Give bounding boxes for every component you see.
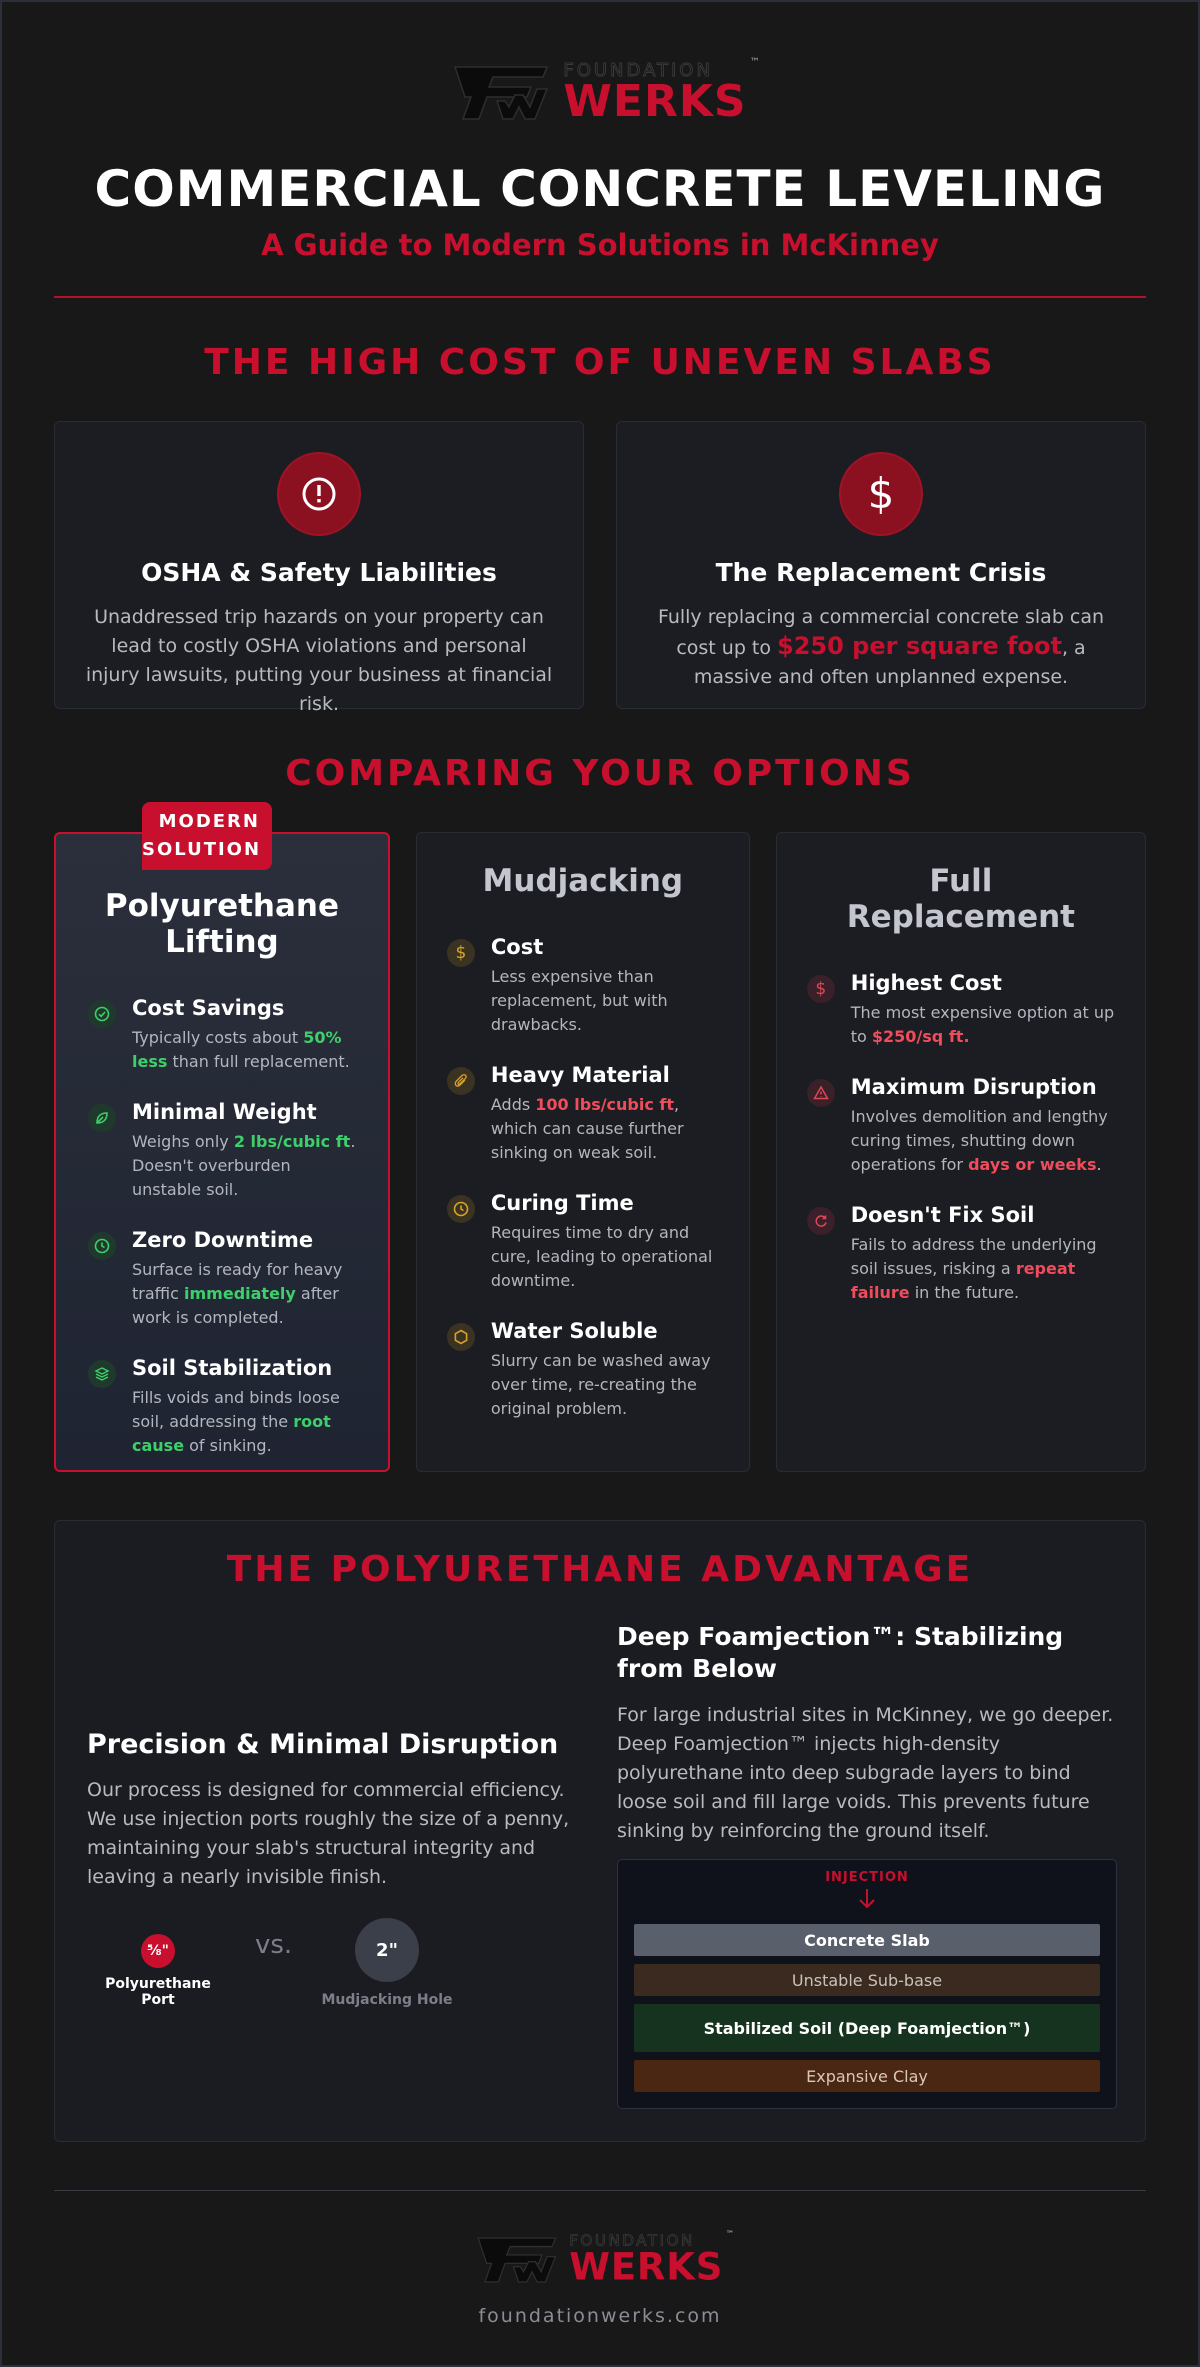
mudjacking-feature (447, 1191, 719, 1293)
precision-text: Our process is designed for commercial efficiency. We use injection ports roughly the size of a penny, maintaining your slab's structural integrity and leaving a nearly invisible finish. (87, 1779, 570, 1888)
brand-logo (2, 57, 1198, 127)
precision-title: Precision & Minimal Disruption (87, 1729, 559, 1760)
mudjacking-feature-text: Less expensive than replacement, but with drawbacks. (490, 967, 668, 1034)
expansive-clay-layer: Expansive Clay (634, 2060, 1100, 2092)
polyurethane-feature-text: Surface is ready for heavy traffic immediately after work is completed. (132, 1260, 343, 1327)
replacement-feature-text: Involves demolition and lengthy curing times, shutting down operations for days or weeks. (850, 1107, 1108, 1174)
full-replacement-title: Full Replacement (846, 863, 1075, 935)
header-divider (54, 296, 1146, 298)
replacement-feature-text: Fails to address the underlying soil issues, risking a repeat failure in the future. (850, 1235, 1097, 1302)
hexagon-icon (447, 1323, 475, 1351)
osha-card-title: OSHA & Safety Liabilities (141, 558, 497, 587)
polyurethane-feature (88, 1100, 358, 1202)
foamjection-text: For large industrial sites in McKinney, we go deeper. Deep Foamjection™ injects high-density polyurethane into deep subgrade layers to bind loose soil and fill large voids. This prevents future sinking by reinforcing the ground itself. (617, 1704, 1114, 1842)
unstable-sub-base-layer: Unstable Sub-base (634, 1964, 1100, 1996)
logo-mark-icon (453, 65, 549, 121)
mudjacking-hole-label: Mudjacking Hole (321, 1992, 453, 2008)
mudjacking-feature-title: Curing Time (490, 1191, 634, 1215)
replacement-feature-title: Doesn't Fix Soil (850, 1203, 1035, 1227)
mudjacking-feature-text: Slurry can be washed away over time, re-creating the original problem. (490, 1351, 711, 1418)
polyurethane-feature (88, 996, 358, 1074)
logo-top-text: FOUNDATION (563, 60, 713, 81)
polyurethane-feature-title: Cost Savings (132, 996, 285, 1020)
check-icon (88, 1000, 116, 1028)
replacement-card-text: Fully replacing a commercial concrete slab can cost up to $250 per square foot, a massive and often unplanned expense. (657, 606, 1105, 688)
arrow-down-icon (857, 1888, 877, 1910)
mudjacking-card (416, 832, 750, 1472)
mudjacking-feature-highlight: 100 lbs/cubic ft (535, 1095, 675, 1114)
footer-logo (98, 2229, 1103, 2289)
alert-icon (279, 454, 359, 534)
layers-icon (88, 1360, 116, 1388)
mudjacking-feature (447, 1319, 719, 1421)
logo-mark-icon (477, 2236, 558, 2283)
warning-icon (807, 1079, 835, 1107)
dollar-icon: $ (447, 939, 475, 967)
website-link[interactable]: foundationwerks.com (478, 2305, 722, 2327)
polyurethane-feature (88, 1356, 358, 1458)
refresh-icon (807, 1207, 835, 1235)
polyurethane-feature (88, 1228, 358, 1330)
replacement-feature-title: Maximum Disruption (850, 1075, 1097, 1099)
dollar-icon: $ (807, 975, 835, 1003)
polyurethane-feature-highlight: root cause (132, 1412, 331, 1455)
clock-icon (88, 1232, 116, 1260)
polyurethane-feature-title: Soil Stabilization (132, 1356, 333, 1380)
dollar-icon: $ (841, 454, 921, 534)
mudjacking-feature-text: Requires time to dry and cure, leading to operational downtime. (490, 1223, 713, 1290)
logo-bottom-text: WERKS (563, 76, 747, 127)
concrete-slab-layer: Concrete Slab (634, 1924, 1100, 1956)
mudjacking-feature-title: Cost (490, 935, 544, 959)
replacement-feature-highlight: $250/sq ft. (871, 1027, 970, 1046)
polyurethane-feature-title: Minimal Weight (132, 1100, 317, 1124)
stabilized-soil-layer: Stabilized Soil (Deep Foamjection™) (634, 2004, 1100, 2052)
logo-top-text: FOUNDATION (569, 2232, 695, 2250)
polyurethane-feature-highlight: 2 lbs/cubic ft (233, 1132, 351, 1151)
polyurethane-feature-highlight: immediately (184, 1284, 296, 1303)
replacement-card-title: The Replacement Crisis (715, 558, 1047, 587)
leaf-icon (88, 1104, 116, 1132)
mudjacking-hole-circle: 2" (355, 1918, 419, 1982)
hole-size-comparison (87, 1918, 587, 2028)
logo-bottom-text: WERKS (569, 2245, 724, 2289)
polyurethane-feature-text: Weighs only 2 lbs/cubic ft. Doesn't overburden unstable soil. (132, 1132, 356, 1199)
polyurethane-feature-title: Zero Downtime (132, 1228, 314, 1252)
mudjacking-title: Mudjacking (482, 863, 684, 899)
clock-icon (447, 1195, 475, 1223)
replacement-feature (807, 1203, 1115, 1305)
full-replacement-card (776, 832, 1146, 1472)
paperclip-icon (447, 1067, 475, 1095)
advantage-title: THE POLYURETHANE ADVANTAGE (226, 1549, 974, 1590)
polyurethane-feature-text: Fills voids and binds loose soil, addressing the root cause of sinking. (132, 1388, 340, 1455)
mudjacking-feature (447, 935, 719, 1037)
osha-card (54, 421, 584, 715)
polyurethane-advantage-panel (54, 1520, 1146, 2142)
polyurethane-port-label: Polyurethane Port (105, 1976, 211, 2008)
polyurethane-title: Polyurethane Lifting (104, 888, 339, 960)
soil-layer-diagram (617, 1859, 1117, 2109)
mudjacking-feature-title: Water Soluble (490, 1319, 658, 1343)
polyurethane-feature-highlight: 50% less (132, 1028, 342, 1071)
foamjection-title: Deep Foamjection™: Stabilizing from Below (617, 1622, 1064, 1683)
injection-label: INJECTION (825, 1870, 909, 1885)
cost-highlight: $250 per square foot (777, 632, 1062, 660)
mudjacking-feature (447, 1063, 719, 1165)
replacement-feature-text: The most expensive option at up to $250/sq ft. (850, 1003, 1115, 1046)
vs-label: vs. (255, 1930, 293, 1960)
replacement-feature (807, 971, 1115, 1049)
replacement-feature-highlight: days or weeks (968, 1155, 1097, 1174)
modern-solution-badge: MODERN SOLUTION (142, 802, 272, 870)
trademark: ™ (725, 2229, 737, 2239)
mudjacking-feature-text: Adds 100 lbs/cubic ft, which can cause further sinking on weak soil. (490, 1095, 684, 1162)
page-title: COMMERCIAL CONCRETE LEVELING (94, 160, 1106, 218)
footer-divider (54, 2190, 1146, 2191)
page-subtitle: A Guide to Modern Solutions in McKinney (261, 228, 939, 262)
replacement-feature (807, 1075, 1115, 1177)
polyurethane-feature-text: Typically costs about 50% less than full replacement. (132, 1028, 350, 1071)
osha-card-text: Unaddressed trip hazards on your property can lead to costly OSHA violations and personal injury lawsuits, putting your business at financial risk. (85, 606, 553, 715)
replacement-feature-title: Highest Cost (850, 971, 1002, 995)
polyurethane-card (54, 811, 390, 1472)
mudjacking-feature-title: Heavy Material (490, 1063, 670, 1087)
replacement-feature-highlight: repeat failure (850, 1259, 1076, 1302)
replacement-crisis-card (616, 421, 1146, 709)
polyurethane-port-circle: ⅝" (141, 1934, 175, 1968)
options-section-title: COMPARING YOUR OPTIONS (285, 753, 915, 794)
cost-section-title: THE HIGH COST OF UNEVEN SLABS (204, 342, 996, 383)
trademark: ™ (749, 57, 763, 68)
